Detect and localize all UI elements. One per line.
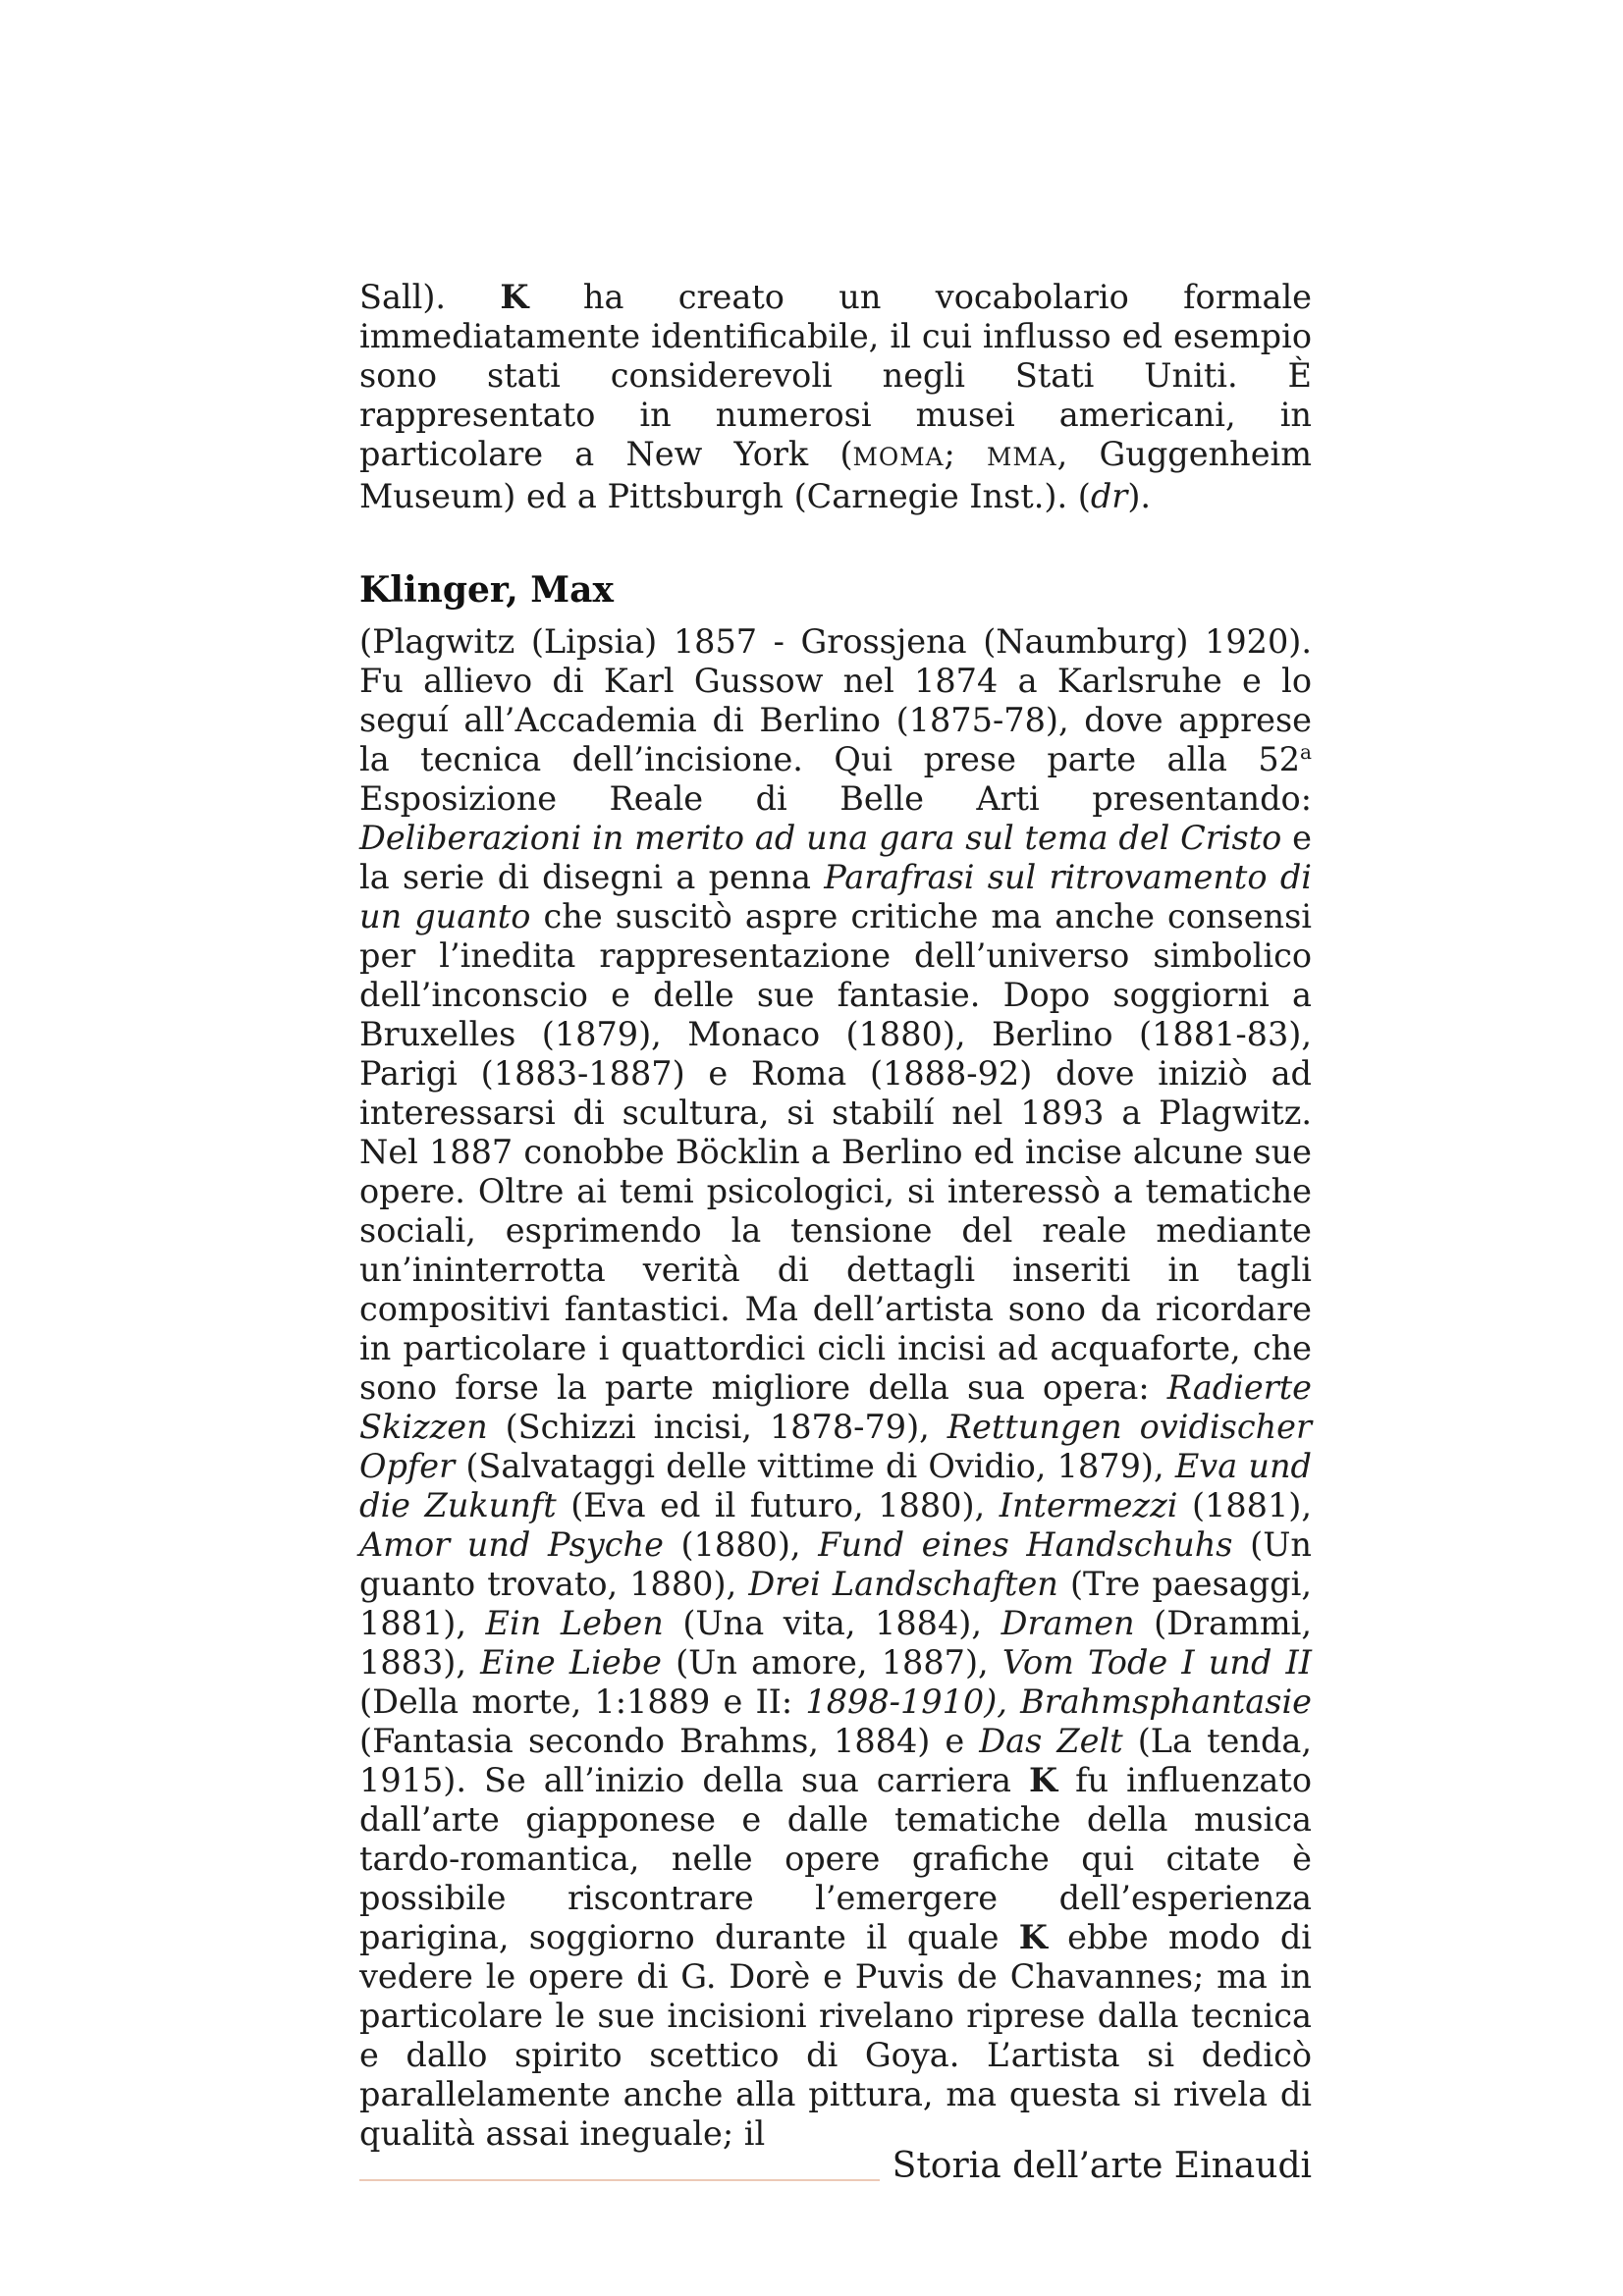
work-title: Rettungen ovidischer Opfer <box>359 1408 1313 1485</box>
text-run: (Una vita, 1884), <box>663 1604 1001 1642</box>
text-run: (Tre paesaggi, 1881), <box>359 1565 1312 1642</box>
text-run: (La tenda, 1915). Se all’inizio della sua carriera <box>359 1722 1313 1799</box>
text-run: (1880), <box>663 1525 819 1564</box>
footer-title: Storia dell’arte Einaudi <box>892 2146 1312 2186</box>
text-column <box>359 278 1312 2154</box>
author-initials: dr <box>1090 477 1128 515</box>
work-title: Das Zelt <box>979 1722 1123 1760</box>
work-title: Amor und Psyche <box>359 1525 664 1564</box>
work-title: Dramen <box>1001 1604 1135 1642</box>
entry-heading: Klinger, Max <box>359 569 614 611</box>
text-run: (Schizzi incisi, 1878-79), <box>487 1408 947 1446</box>
intro-paragraph <box>359 278 1312 516</box>
text-run: ). <box>1127 477 1152 515</box>
work-title: 1898-1910), Brahmsphantasie <box>805 1682 1312 1721</box>
text-run: , Guggenheim Museum) ed a Pittsburgh (Carnegie Inst.). ( <box>359 435 1313 515</box>
work-title: Drei Landschaften <box>748 1565 1058 1603</box>
text-run: (Un amore, 1887), <box>661 1643 1002 1682</box>
ordinal-superscript: a <box>1300 739 1312 764</box>
text-run: (Drammi, 1883), <box>359 1604 1312 1682</box>
work-title: Vom Tode I und II <box>1001 1643 1313 1682</box>
work-title: Parafrasi sul ritrovamento di un guanto <box>359 858 1312 935</box>
text-run: ebbe modo di vedere le opere di G. Dorè e Puvis de Chavannes; ma in particolare le sue incisioni rivelano riprese dalla tecnica e dallo spirito scettico di Goya. L’artista si dedicò parallelamente anche alla pittura, ma questa si rivela di qualità assai ineguale; il <box>359 1918 1312 2153</box>
text-run: (1881), <box>1177 1486 1312 1524</box>
text-run: ; <box>944 435 987 473</box>
work-title: Deliberazioni in merito ad una gara sul tema del Cristo <box>359 819 1282 857</box>
work-title: Fund eines Handschuhs <box>818 1525 1233 1564</box>
text-run: (Un guanto trovato, 1880), <box>359 1525 1312 1603</box>
work-title: Eva und die Zukunft <box>359 1447 1312 1524</box>
text-run: e la serie di disegni a penna <box>359 819 1312 896</box>
text-run: Sall). <box>359 278 501 316</box>
text-run: fu influenzato dall’arte giapponese e dalle tematiche della musica tardo-romantica, nelle opere grafiche qui citate è possibile riscontrare l’emergere dell’esperienza parigina, soggiorno durante il quale <box>359 1761 1312 1956</box>
work-title: Radierte Skizzen <box>359 1368 1312 1446</box>
work-title: Eine Liebe <box>480 1643 662 1682</box>
text-run: (Plagwitz (Lipsia) 1857 - Grossjena (Naumburg) 1920). Fu allievo di Karl Gussow nel 1874 a Karlsruhe e lo seguí all’Accademia di Berlino (1875-78), dove apprese la tecnica dell’incisione. Qui prese parte alla 52 <box>359 622 1312 778</box>
text-run: (Della morte, 1:1889 e II: <box>359 1682 806 1721</box>
text-run: (Fantasia secondo Brahms, 1884) e <box>359 1722 980 1760</box>
text-run: (Eva ed il futuro, 1880), <box>556 1486 1000 1524</box>
entry-abbrev-k: K <box>1029 1761 1058 1799</box>
entry-abbrev-k: K <box>500 278 529 316</box>
page-footer <box>359 2140 1312 2193</box>
museum-abbrev: MOMA <box>852 443 945 471</box>
work-title: Ein Leben <box>485 1604 664 1642</box>
footer-rule <box>359 2179 880 2181</box>
text-run: Esposizione Reale di Belle Arti presentando: <box>359 779 1312 818</box>
text-run: che suscitò aspre critiche ma anche consensi per l’inedita rappresentazione dell’universo simbolico dell’inconscio e delle sue fantasie. Dopo soggiorni a Bruxelles (1879), Monaco (1880), Berlino (1881-83), Parigi (1883-1887) e Roma (1888-92) dove iniziò ad interessarsi di scultura, si stabilí nel 1893 a Plagwitz. Nel 1887 conobbe Böcklin a Berlino ed incise alcune sue opere. Oltre ai temi psicologici, si interessò a tematiche sociali, esprimendo la tensione del reale mediante un’ininterrotta verità di dettagli inseriti in tagli compositivi fantastici. Ma dell’artista sono da ricordare in particolare i quattordici cicli incisi ad acquaforte, che sono forse la parte migliore della sua opera: <box>359 897 1312 1407</box>
text-run: (Salvataggi delle vittime di Ovidio, 1879), <box>455 1447 1175 1485</box>
entry-abbrev-k: K <box>1018 1918 1048 1956</box>
text-run: ha creato un vocabolario formale immediatamente identificabile, il cui influsso ed esempio sono stati considerevoli negli Stati Uniti. È rappresentato in numerosi musei americani, in particolare a New York ( <box>359 278 1312 473</box>
entry-body <box>359 622 1312 2154</box>
museum-abbrev: MMA <box>987 443 1057 471</box>
work-title: Intermezzi <box>999 1486 1178 1524</box>
